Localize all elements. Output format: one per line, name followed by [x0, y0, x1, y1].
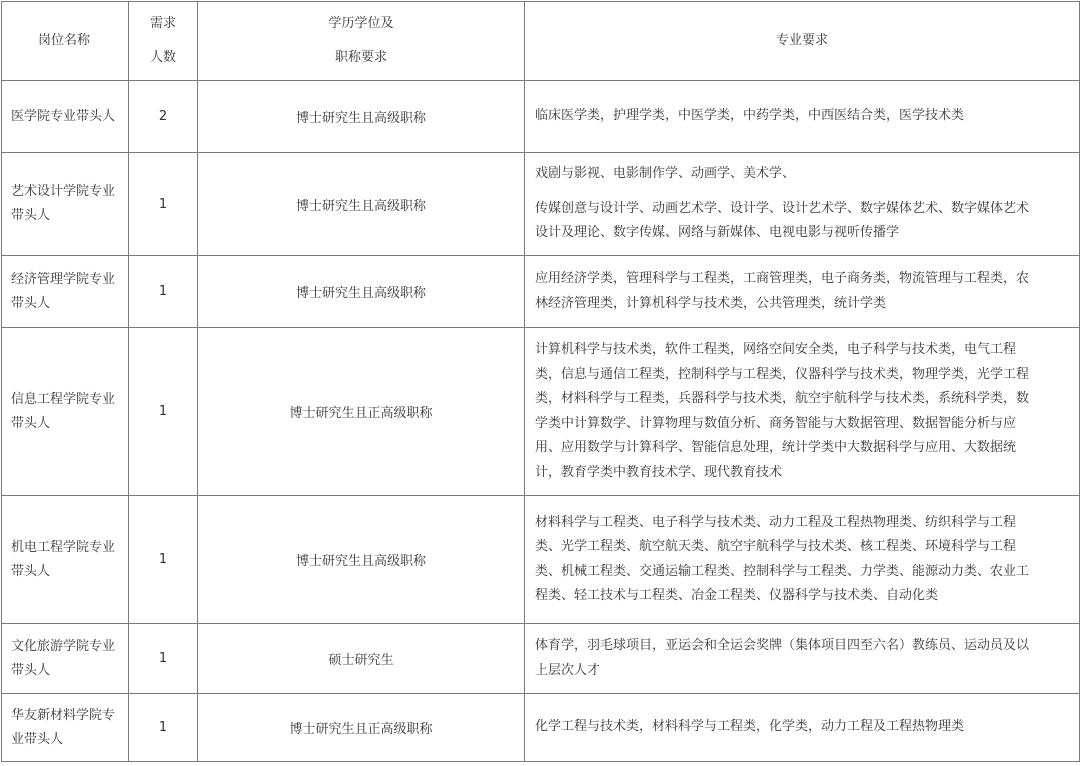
major-line: 材料科学与工程类、电子科学与技术类、动力工程及工程热物理类、纺织科学与工程: [535, 514, 1017, 530]
header-position: 岗位名称: [2, 2, 129, 81]
education-cell: 博士研究生且高级职称: [198, 153, 525, 256]
major-line: 传媒创意与设计学、动画艺术学、设计学、设计艺术学、数字媒体艺术、数字媒体艺术: [535, 200, 1030, 216]
major-line: 用、应用数学与计算科学、智能信息处理，统计学类中大数据科学与应用、大数据统: [535, 440, 1017, 455]
major-line: 程类、轻工技术与工程类、冶金工程类、仪器科学与技术类、自动化类: [535, 588, 939, 603]
count-cell: 1: [129, 694, 198, 762]
major-cell: [525, 81, 1080, 153]
major-cell: [525, 153, 1080, 256]
major-cell: [525, 496, 1080, 624]
count-cell: 1: [129, 624, 198, 694]
table-row: [2, 328, 1080, 496]
major-cell: [525, 256, 1080, 328]
position-cell: 华友新材料学院专业带头人: [2, 694, 129, 762]
position-cell: 信息工程学院专业带头人: [2, 328, 129, 496]
position-cell: 经济管理学院专业带头人: [2, 256, 129, 328]
header-count: 需求 人数: [129, 2, 198, 81]
major-line: 设计及理论、数字传媒、网络与新媒体、电视电影与视听传播学: [535, 225, 900, 241]
major-line: 临床医学类，护理学类，中医学类，中药学类，中西医结合类，医学技术类: [535, 108, 965, 124]
table-row: [2, 256, 1080, 328]
position-cell: 机电工程学院专业带头人: [2, 496, 129, 624]
table-row: [2, 694, 1080, 762]
position-cell: 医学院专业带头人: [2, 81, 129, 153]
major-line: 学类中计算数学、计算物理与数值分析、商务智能与大数据管理、数据智能分析与应: [535, 415, 1017, 431]
count-cell: 1: [129, 496, 198, 624]
position-cell: 文化旅游学院专业带头人: [2, 624, 129, 694]
major-line: 类、光学工程类、航空航天类、航空宇航科学与技术类、核工程类、环境科学与工程: [535, 539, 1017, 554]
count-cell: 1: [129, 328, 198, 496]
major-line: 上层次人才: [535, 662, 601, 678]
count-cell: 1: [129, 256, 198, 328]
education-cell: 硕士研究生: [198, 624, 525, 694]
major-line: 戏剧与影视、电影制作学、动画学、美术学、: [535, 166, 796, 182]
position-cell: 艺术设计学院专业带头人: [2, 153, 129, 256]
education-cell: 博士研究生且高级职称: [198, 496, 525, 624]
table-row: [2, 153, 1080, 256]
header-major: 专业要求: [525, 2, 1080, 81]
header-row: [2, 2, 1080, 81]
major-cell: [525, 624, 1080, 694]
major-line: 化学工程与技术类，材料科学与工程类，化学类，动力工程及工程热物理类: [535, 719, 965, 735]
table-row: [2, 496, 1080, 624]
major-line: 类、机械工程类、交通运输工程类、控制科学与工程类、力学类、能源动力类、农业工: [535, 563, 1030, 579]
major-line: 体育学，羽毛球项目，亚运会和全运会奖牌（集体项目四至六名）教练员、运动员及以: [535, 638, 1030, 653]
major-cell: [525, 694, 1080, 762]
major-line: 类，材料科学与工程类，兵器科学与技术类，航空宇航科学与技术类，系统科学类，数: [535, 391, 1030, 406]
recruitment-table: [1, 1, 1080, 762]
education-cell: 博士研究生且高级职称: [198, 256, 525, 328]
major-line: 计，教育学类中教育技术学、现代教育技术: [535, 464, 783, 480]
education-cell: 博士研究生且正高级职称: [198, 694, 525, 762]
header-education: 学历学位及 职称要求: [198, 2, 525, 81]
education-cell: 博士研究生且正高级职称: [198, 328, 525, 496]
table-row: [2, 624, 1080, 694]
major-line: 林经济管理类，计算机科学与技术类，公共管理类，统计学类: [535, 295, 887, 311]
major-line: 类，信息与通信工程类，控制科学与工程类，仪器科学与技术类，物理学类，光学工程: [535, 366, 1030, 382]
major-line: 计算机科学与技术类，软件工程类，网络空间安全类，电子科学与技术类，电气工程: [535, 342, 1017, 357]
major-line: 应用经济学类，管理科学与工程类，工商管理类，电子商务类，物流管理与工程类，农: [535, 271, 1030, 286]
major-cell: [525, 328, 1080, 496]
table-row: [2, 81, 1080, 153]
count-cell: 2: [129, 81, 198, 153]
count-cell: 1: [129, 153, 198, 256]
line-spacer: [535, 187, 1069, 197]
education-cell: 博士研究生且高级职称: [198, 81, 525, 153]
